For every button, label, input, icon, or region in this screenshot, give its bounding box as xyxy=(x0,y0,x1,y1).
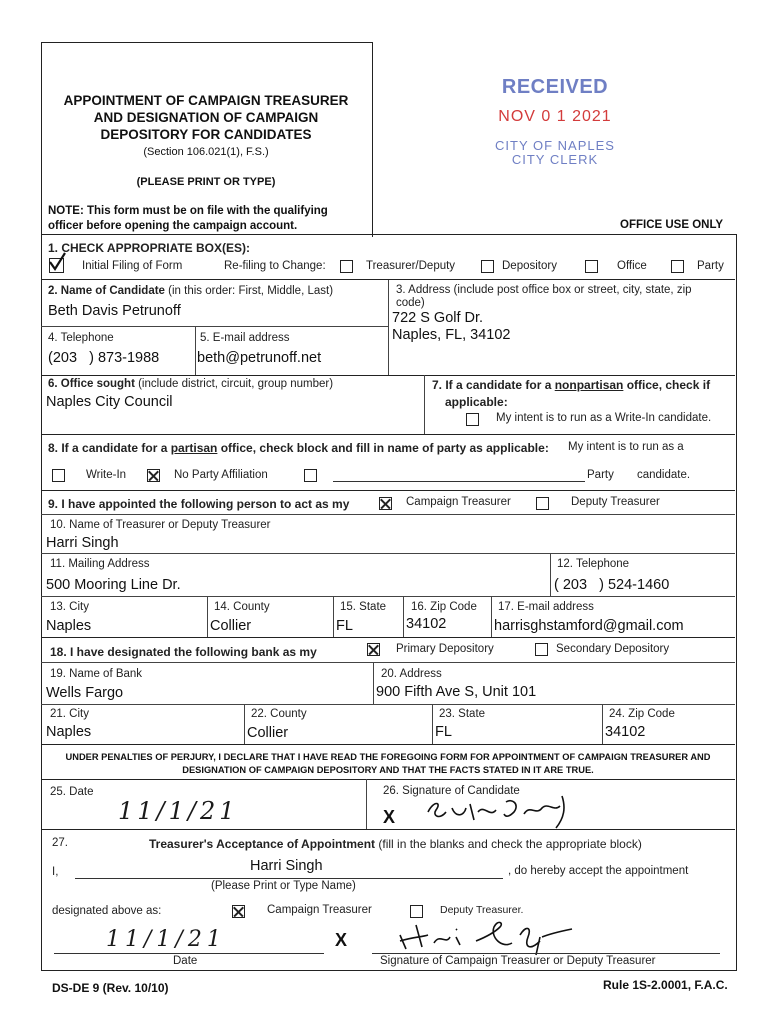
divider xyxy=(432,704,433,744)
form-title-line1: APPOINTMENT OF CAMPAIGN TREASURER xyxy=(63,93,349,108)
divider xyxy=(41,490,735,491)
designated-bank-label: 18. I have designated the following bank as my xyxy=(50,645,317,659)
divider xyxy=(491,596,492,637)
deputy-treasurer-label: Deputy Treasurer xyxy=(571,496,660,508)
bank-name[interactable]: Wells Fargo xyxy=(46,685,124,701)
treasurer-signature[interactable] xyxy=(390,915,580,957)
form-title-line3: DEPOSITORY FOR CANDIDATES xyxy=(100,127,312,142)
appointed-label: 9. I have appointed the following person to act as my xyxy=(48,497,350,511)
write-in-label: Write-In xyxy=(86,469,127,481)
accept-deputy-treasurer-label: Deputy Treasurer. xyxy=(440,904,524,916)
party-name-checkbox[interactable] xyxy=(304,469,317,482)
party-suffix: Party xyxy=(587,469,614,481)
divider xyxy=(424,375,425,435)
date-label: 25. Date xyxy=(50,786,94,798)
signature-x-mark: X xyxy=(383,807,396,827)
check-icon xyxy=(46,251,68,273)
bank-state-label: 23. State xyxy=(439,708,486,720)
write-in-checkbox[interactable] xyxy=(52,469,65,482)
office-sought-label: 6. Office sought (include district, circuit, group number) xyxy=(48,378,334,390)
depository-checkbox[interactable] xyxy=(481,260,494,273)
depository-label: Depository xyxy=(502,260,557,272)
divider xyxy=(41,829,735,830)
rule-ref: Rule 1S-2.0001, F.A.C. xyxy=(603,978,728,992)
partisan-intent: My intent is to run as a xyxy=(568,441,684,453)
office-label: Office xyxy=(617,260,647,272)
no-party-checkbox[interactable] xyxy=(147,469,160,482)
designated-as-label: designated above as: xyxy=(52,905,162,917)
candidate-address-label: 3. Address (include post office box or street, city, state, zip code) xyxy=(396,284,692,309)
treasurer-city[interactable]: Naples xyxy=(46,618,92,634)
office-use-only: OFFICE USE ONLY xyxy=(620,219,724,231)
primary-depository-checkbox[interactable] xyxy=(367,643,380,656)
treasurer-deputy-checkbox[interactable] xyxy=(340,260,353,273)
treasurer-email-label: 17. E-mail address xyxy=(498,601,594,613)
divider xyxy=(41,637,735,638)
bank-address[interactable]: 900 Fifth Ave S, Unit 101 xyxy=(376,684,537,700)
candidate-name-label: 2. Name of Candidate (in this order: First, Middle, Last) xyxy=(48,285,334,297)
received-stamp: RECEIVED xyxy=(501,76,609,98)
divider xyxy=(373,662,374,704)
acceptance-name-line xyxy=(75,878,503,879)
treasurer-deputy-label: Treasurer/Deputy xyxy=(366,260,456,272)
form-title-line2: AND DESIGNATION OF CAMPAIGN xyxy=(93,110,319,125)
treasurer-name-label: 10. Name of Treasurer or Deputy Treasurer xyxy=(50,519,271,531)
treasurer-telephone[interactable]: ( 203 ) 524-1460 xyxy=(554,577,670,593)
write-in-intent-label: My intent is to run as a Write-In candidate. xyxy=(496,412,712,424)
divider xyxy=(41,704,735,705)
office-checkbox[interactable] xyxy=(585,260,598,273)
email-label: 5. E-mail address xyxy=(200,332,290,344)
received-date-stamp: NOV 0 1 2021 xyxy=(498,108,612,125)
treasurer-date-label: Date xyxy=(173,955,198,967)
acceptance-title: Treasurer's Acceptance of Appointment (fill in the blanks and check the appropriate block) xyxy=(149,837,642,851)
perjury-line2: DESIGNATION OF CAMPAIGN DEPOSITORY AND THAT THE FACTS STATED IN IT ARE TRUE. xyxy=(182,765,594,775)
treasurer-telephone-label: 12. Telephone xyxy=(557,558,630,570)
treasurer-date[interactable]: 11/1/21 xyxy=(106,927,226,952)
print-note: (PLEASE PRINT OR TYPE) xyxy=(136,176,276,188)
note-line1: NOTE: This form must be on file with the qualifying xyxy=(48,205,328,217)
treasurer-county[interactable]: Collier xyxy=(210,618,252,634)
campaign-treasurer-label: Campaign Treasurer xyxy=(406,496,511,508)
treasurer-signature-label: Signature of Campaign Treasurer or Deputy Treasurer xyxy=(380,955,656,967)
bank-state[interactable]: FL xyxy=(435,724,452,740)
divider xyxy=(207,596,208,637)
secondary-depository-label: Secondary Depository xyxy=(556,643,670,655)
bank-name-label: 19. Name of Bank xyxy=(50,668,143,680)
zip-label: 16. Zip Code xyxy=(411,601,477,613)
accept-campaign-treasurer-label: Campaign Treasurer xyxy=(267,904,372,916)
deputy-treasurer-checkbox[interactable] xyxy=(536,497,549,510)
candidate-address-line1[interactable]: 722 S Golf Dr. xyxy=(392,310,484,326)
county-label: 14. County xyxy=(214,601,270,613)
initial-filing-label: Initial Filing of Form xyxy=(82,260,183,272)
acceptance-i: I, xyxy=(52,866,59,878)
treasurer-name[interactable]: Harri Singh xyxy=(46,535,119,551)
divider xyxy=(41,553,735,554)
divider xyxy=(41,514,735,515)
bank-city[interactable]: Naples xyxy=(46,724,92,740)
divider xyxy=(602,704,603,744)
perjury-line1: UNDER PENALTIES OF PERJURY, I DECLARE THAT I HAVE READ THE FOREGOING FORM FOR APPOINTMENT OF CAMPAIGN TREASURER AND xyxy=(65,752,711,762)
divider xyxy=(366,779,367,829)
treasurer-mailing-address[interactable]: 500 Mooring Line Dr. xyxy=(46,577,181,593)
party-checkbox[interactable] xyxy=(671,260,684,273)
city-stamp-line2: CITY CLERK xyxy=(511,152,599,167)
divider xyxy=(388,280,389,376)
divider xyxy=(41,434,735,435)
partisan-label: 8. If a candidate for a partisan office, check block and fill in name of party as applicable: xyxy=(48,441,549,455)
divider xyxy=(41,375,735,376)
divider xyxy=(41,596,735,597)
bank-address-label: 20. Address xyxy=(381,668,442,680)
note-line2: officer before opening the campaign account. xyxy=(48,220,298,232)
divider xyxy=(244,704,245,744)
treasurer-date-line xyxy=(54,953,324,954)
office-sought[interactable]: Naples City Council xyxy=(46,394,173,410)
candidate-name[interactable]: Beth Davis Petrunoff xyxy=(48,303,181,319)
mailing-address-label: 11. Mailing Address xyxy=(50,558,150,570)
write-in-intent-checkbox[interactable] xyxy=(466,413,479,426)
acceptance-number: 27. xyxy=(52,837,68,849)
nonpartisan-applicable: applicable: xyxy=(445,395,508,409)
accept-campaign-treasurer-checkbox[interactable] xyxy=(232,905,245,918)
bank-zip[interactable]: 34102 xyxy=(605,724,646,740)
secondary-depository-checkbox[interactable] xyxy=(535,643,548,656)
refiling-label: Re-filing to Change: xyxy=(224,260,326,272)
statute-ref: (Section 106.021(1), F.S.) xyxy=(143,146,269,158)
acceptance-name[interactable]: Harri Singh xyxy=(250,858,323,874)
candidate-signature-label: 26. Signature of Candidate xyxy=(383,785,520,797)
divider xyxy=(41,662,735,663)
divider xyxy=(41,326,388,327)
form-id: DS-DE 9 (Rev. 10/10) xyxy=(52,981,169,995)
divider xyxy=(41,744,735,745)
form-frame xyxy=(41,234,737,971)
candidate-date[interactable]: 11/1/21 xyxy=(118,797,239,825)
divider xyxy=(195,326,196,376)
treasurer-zip[interactable]: 34102 xyxy=(406,616,447,632)
candidate-telephone[interactable]: (203 ) 873-1988 xyxy=(48,350,160,366)
primary-depository-label: Primary Depository xyxy=(396,643,494,655)
telephone-label: 4. Telephone xyxy=(48,332,114,344)
candidate-email[interactable]: beth@petrunoff.net xyxy=(197,350,322,366)
city-label: 13. City xyxy=(50,601,89,613)
bank-city-label: 21. City xyxy=(50,708,89,720)
accept-appointment-text: , do hereby accept the appointment xyxy=(508,865,689,877)
party-name-line[interactable] xyxy=(333,481,585,482)
print-name-caption: (Please Print or Type Name) xyxy=(211,880,356,892)
bank-county-label: 22. County xyxy=(251,708,307,720)
divider xyxy=(403,596,404,637)
campaign-treasurer-checkbox[interactable] xyxy=(379,497,392,510)
city-stamp-line1: CITY OF NAPLES xyxy=(495,138,615,153)
divider xyxy=(550,553,551,597)
candidate-suffix: candidate. xyxy=(637,469,691,481)
candidate-signature[interactable] xyxy=(420,790,580,832)
divider xyxy=(41,779,735,780)
state-label: 15. State xyxy=(340,601,387,613)
treasurer-signature-line xyxy=(372,953,720,954)
party-label: Party xyxy=(697,260,724,272)
nonpartisan-label: 7. If a candidate for a nonpartisan office, check if xyxy=(432,378,711,392)
no-party-label: No Party Affiliation xyxy=(174,469,268,481)
treasurer-state[interactable]: FL xyxy=(336,618,353,634)
bank-zip-label: 24. Zip Code xyxy=(609,708,675,720)
candidate-address-line2[interactable]: Naples, FL, 34102 xyxy=(392,327,511,343)
treasurer-email[interactable]: harrisghstamford@gmail.com xyxy=(494,618,684,634)
section1-heading: 1. CHECK APPROPRIATE BOX(ES): xyxy=(48,241,251,255)
bank-county[interactable]: Collier xyxy=(247,725,289,741)
divider xyxy=(333,596,334,637)
treasurer-signature-x-mark: X xyxy=(335,930,348,950)
